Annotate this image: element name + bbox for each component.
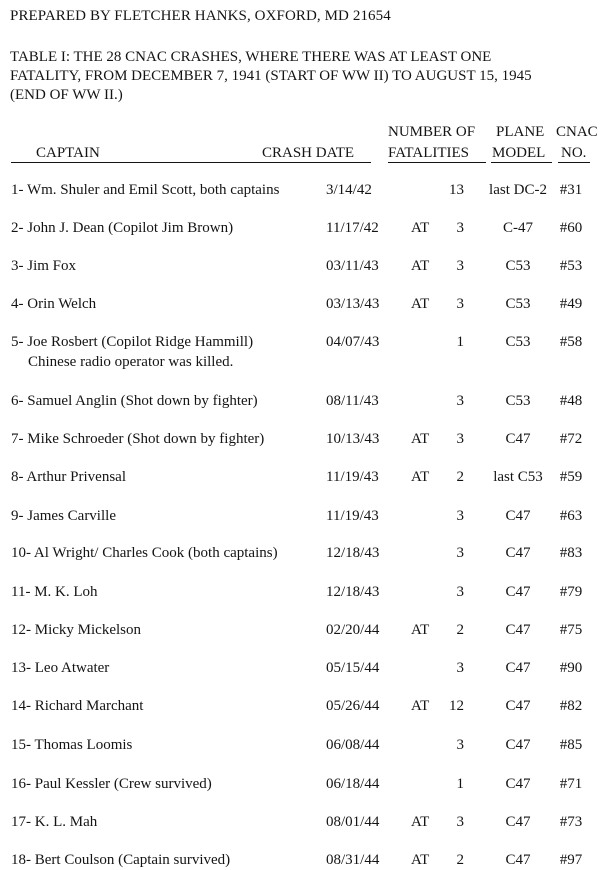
crash-date-cell: 12/18/43 (326, 584, 380, 600)
fatalities-cell: 3 (456, 584, 464, 600)
captain-cell: 14- Richard Marchant (11, 698, 144, 714)
captain-cell: 1- Wm. Shuler and Emil Scott, both captains (11, 182, 280, 198)
cnac-number-cell: #59 (559, 469, 583, 485)
cnac-number-cell: #72 (559, 431, 583, 447)
plane-model-cell: C53 (505, 393, 531, 409)
at-marker-cell: AT (411, 220, 430, 236)
captain-cell: 9- James Carville (11, 508, 116, 524)
plane-model-cell: C47 (505, 814, 531, 830)
fatalities-cell: 3 (456, 508, 464, 524)
header-no: NO. (561, 145, 587, 161)
cnac-number-cell: #85 (559, 737, 583, 753)
captain-cell: 15- Thomas Loomis (11, 737, 133, 753)
fatalities-cell: 3 (456, 393, 464, 409)
cnac-number-cell: #97 (559, 852, 583, 868)
crash-date-cell: 02/20/44 (326, 622, 380, 638)
crash-date-cell: 05/26/44 (326, 698, 380, 714)
at-marker-cell: AT (411, 431, 430, 447)
plane-model-cell: C53 (505, 334, 531, 350)
plane-model-cell: C47 (505, 737, 531, 753)
fatalities-cell: 3 (456, 258, 464, 274)
fatalities-cell: 3 (456, 660, 464, 676)
at-marker-cell: AT (411, 622, 430, 638)
plane-model-cell: last DC-2 (489, 182, 547, 198)
plane-model-cell: C-47 (503, 220, 533, 236)
captain-cell: 3- Jim Fox (11, 258, 77, 274)
fatalities-cell: 2 (456, 469, 464, 485)
fatalities-cell: 1 (456, 334, 464, 350)
fatalities-cell: 3 (456, 296, 464, 312)
at-marker-cell: AT (411, 296, 430, 312)
captain-cell: 8- Arthur Privensal (11, 469, 126, 485)
cnac-number-cell: #73 (559, 814, 583, 830)
crash-date-cell: 11/19/43 (326, 469, 379, 485)
at-marker-cell: AT (411, 814, 430, 830)
plane-model-cell: C47 (505, 698, 531, 714)
cnac-number-cell: #31 (559, 182, 583, 198)
plane-model-cell: C53 (505, 296, 531, 312)
plane-model-cell: C47 (505, 508, 531, 524)
crash-date-cell: 03/11/43 (326, 258, 379, 274)
header-underline (491, 162, 552, 163)
cnac-number-cell: #53 (559, 258, 583, 274)
cnac-number-cell: #75 (559, 622, 583, 638)
captain-cell: 12- Micky Mickelson (11, 622, 141, 638)
crash-date-cell: 11/17/42 (326, 220, 379, 236)
cnac-number-cell: #79 (559, 584, 583, 600)
fatalities-cell: 3 (456, 737, 464, 753)
prepared-by-line: PREPARED BY FLETCHER HANKS, OXFORD, MD 21654 (10, 8, 391, 24)
plane-model-cell: C47 (505, 545, 531, 561)
crash-date-cell: 10/13/43 (326, 431, 380, 447)
crash-date-cell: 08/01/44 (326, 814, 380, 830)
plane-model-cell: C47 (505, 584, 531, 600)
crash-date-cell: 08/11/43 (326, 393, 379, 409)
captain-cell: 18- Bert Coulson (Captain survived) (11, 852, 231, 868)
cnac-number-cell: #71 (559, 776, 583, 792)
cnac-number-cell: #60 (559, 220, 583, 236)
captain-cell: 7- Mike Schroeder (Shot down by fighter) (11, 431, 265, 447)
captain-cell: 5- Joe Rosbert (Copilot Ridge Hammill) (11, 334, 254, 350)
at-marker-cell: AT (411, 258, 430, 274)
cnac-number-cell: #82 (559, 698, 583, 714)
captain-cell: 11- M. K. Loh (11, 584, 98, 600)
crash-date-cell: 08/31/44 (326, 852, 380, 868)
plane-model-cell: C47 (505, 431, 531, 447)
captain-note-cell: Chinese radio operator was killed. (28, 354, 234, 370)
fatalities-cell: 2 (456, 622, 464, 638)
crash-date-cell: 3/14/42 (326, 182, 372, 198)
cnac-number-cell: #63 (559, 508, 583, 524)
plane-model-cell: C47 (505, 852, 531, 868)
cnac-number-cell: #58 (559, 334, 583, 350)
captain-cell: 17- K. L. Mah (11, 814, 98, 830)
table-title (10, 48, 602, 105)
header-fatalities: FATALITIES (388, 145, 470, 161)
header-crash-date: CRASH DATE (262, 145, 355, 161)
captain-cell: 6- Samuel Anglin (Shot down by fighter) (11, 393, 258, 409)
fatalities-cell: 1 (456, 776, 464, 792)
plane-model-cell: C47 (505, 622, 531, 638)
fatalities-cell: 3 (456, 814, 464, 830)
table-title-line: TABLE I: THE 28 CNAC CRASHES, WHERE THERE WAS AT LEAST ONE (10, 49, 492, 65)
cnac-number-cell: #90 (559, 660, 583, 676)
at-marker-cell: AT (411, 469, 430, 485)
table-title-line: (END OF WW II.) (10, 87, 123, 103)
cnac-number-cell: #48 (559, 393, 583, 409)
cnac-number-cell: #83 (559, 545, 583, 561)
crash-date-cell: 11/19/43 (326, 508, 379, 524)
header-cnac: CNAC (556, 124, 598, 140)
crash-date-cell: 03/13/43 (326, 296, 380, 312)
header-plane: PLANE (496, 124, 545, 140)
at-marker-cell: AT (411, 852, 430, 868)
crash-date-cell: 12/18/43 (326, 545, 380, 561)
header-captain: CAPTAIN (36, 145, 100, 161)
fatalities-cell: 12 (449, 698, 464, 714)
plane-model-cell: last C53 (493, 469, 543, 485)
header-underline (11, 162, 371, 163)
plane-model-cell: C47 (505, 776, 531, 792)
fatalities-cell: 13 (449, 182, 464, 198)
captain-cell: 16- Paul Kessler (Crew survived) (11, 776, 212, 792)
crash-date-cell: 06/08/44 (326, 737, 380, 753)
fatalities-cell: 3 (456, 545, 464, 561)
crash-date-cell: 05/15/44 (326, 660, 380, 676)
crash-date-cell: 04/07/43 (326, 334, 380, 350)
captain-cell: 10- Al Wright/ Charles Cook (both captains) (11, 545, 278, 561)
fatalities-cell: 2 (456, 852, 464, 868)
captain-cell: 13- Leo Atwater (11, 660, 110, 676)
captain-cell: 2- John J. Dean (Copilot Jim Brown) (11, 220, 234, 236)
plane-model-cell: C47 (505, 660, 531, 676)
header-model: MODEL (492, 145, 546, 161)
header-number-of: NUMBER OF (388, 124, 476, 140)
fatalities-cell: 3 (456, 220, 464, 236)
table-title-line: FATALITY, FROM DECEMBER 7, 1941 (START OF WW II) TO AUGUST 15, 1945 (10, 68, 532, 84)
fatalities-cell: 3 (456, 431, 464, 447)
crash-date-cell: 06/18/44 (326, 776, 380, 792)
at-marker-cell: AT (411, 698, 430, 714)
header-underline (558, 162, 590, 163)
captain-cell: 4- Orin Welch (11, 296, 97, 312)
plane-model-cell: C53 (505, 258, 531, 274)
cnac-number-cell: #49 (559, 296, 583, 312)
header-underline (388, 162, 486, 163)
